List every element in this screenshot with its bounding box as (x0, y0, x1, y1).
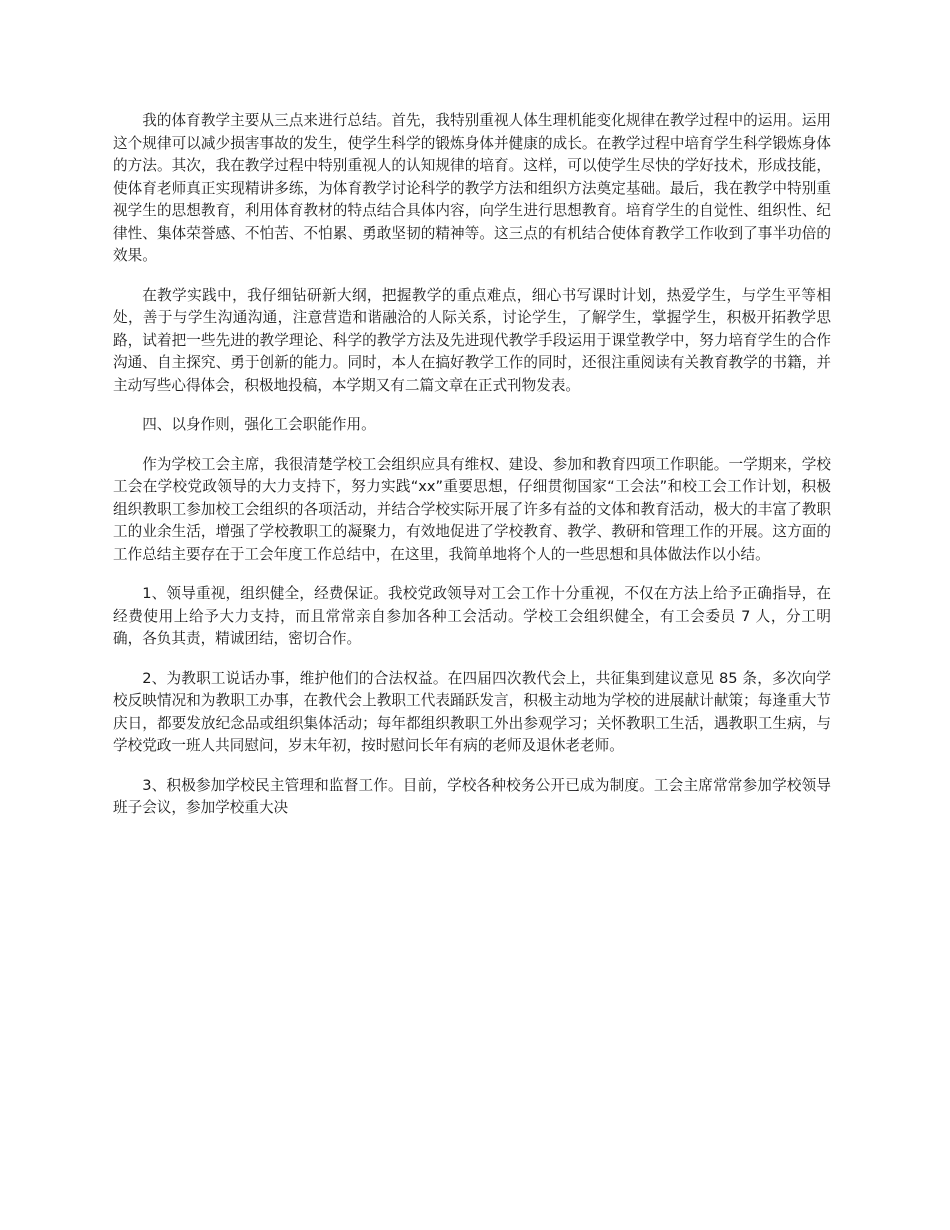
paragraph-teaching-practice: 在教学实践中，我仔细钻研新大纲，把握教学的重点难点，细心书写课时计划，热爱学生，与学生平等相处，善于与学生沟通沟通，注意营造和谐融洽的人际关系，讨论学生，了解学生，掌握学生，积极开拓教学思路，试着把一些先进的教学理论、科学的教学方法及先进现代教学手段运用于课堂教学中，努力培育学生的合作沟通、自主探究、勇于创新的能力。同时，本人在搞好教学工作的同时，还很注重阅读有关教育教学的书籍，并主动写些心得体会，积极地投稿，本学期又有二篇文章在正式刊物发表。 (113, 286, 831, 394)
list-item-leadership: 1、领导重视，组织健全，经费保证。我校党政领导对工会工作十分重视，不仅在方法上给予正确指导，在经费使用上给予大力支持，而且常常亲自参加各种工会活动。学校工会组织健全，有工会委员 7 人，分工明确，各负其责，精诚团结，密切合作。 (113, 585, 831, 647)
list-item-staff-rights: 2、为教职工说话办事，维护他们的合法权益。在四届四次教代会上，共征集到建议意见 85 条，多次向学校反映情况和为教职工办事，在教代会上教职工代表踊跃发言，积极主动地为学校的进展献计献策；每逢重大节庆日，都要发放纪念品或组织集体活动；每年都组织教职工外出参观学习；关怀教职工生活，遇教职工生病，与学校党政一班人共同慰问，岁末年初，按时慰问长年有病的老师及退休老老师。 (113, 669, 831, 754)
section-heading-union-role: 四、以身作则，强化工会职能作用。 (142, 416, 376, 433)
document-page (113, 110, 831, 837)
paragraph-union-chair: 作为学校工会主席，我很清楚学校工会组织应具有维权、建设、参加和教育四项工作职能。一学期来，学校工会在学校党政领导的大力支持下，努力实践“xx”重要思想，仔细贯彻国家“工会法”和校工会工作计划，积极组织教职工参加校工会组织的各项活动，并结合学校实际开展了许多有益的文体和教育活动，极大的丰富了教职工的业余生活，增强了学校教职工的凝聚力，有效地促进了学校教育、教学、教研和管理工作的开展。这方面的工作总结主要存在于工会年度工作总结中，在这里，我简单地将个人的一些思想和具体做法作以小结。 (113, 455, 831, 563)
paragraph-teaching-summary: 我的体育教学主要从三点来进行总结。首先，我特别重视人体生理机能变化规律在教学过程中的运用。运用这个规律可以减少损害事故的发生，使学生科学的锻炼身体并健康的成长。在教学过程中培育学生科学锻炼身体的方法。其次，我在教学过程中特别重视人的认知规律的培育。这样，可以使学生尽快的学好技术，形成技能，使体育老师真正实现精讲多练，为体育教学讨论科学的教学方法和组织方法奠定基础。最后，我在教学中特别重视学生的思想教育，利用体育教材的特点结合具体内容，向学生进行思想教育。培育学生的自觉性、组织性、纪律性、集体荣誉感、不怕苦、不怕累、勇敢坚韧的精神等。这三点的有机结合使体育教学工作收到了事半功倍的效果。 (113, 112, 831, 264)
list-item-democratic-management: 3、积极参加学校民主管理和监督工作。目前，学校各种校务公开已成为制度。工会主席常常参加学校领导班子会议，参加学校重大决 (113, 776, 831, 816)
